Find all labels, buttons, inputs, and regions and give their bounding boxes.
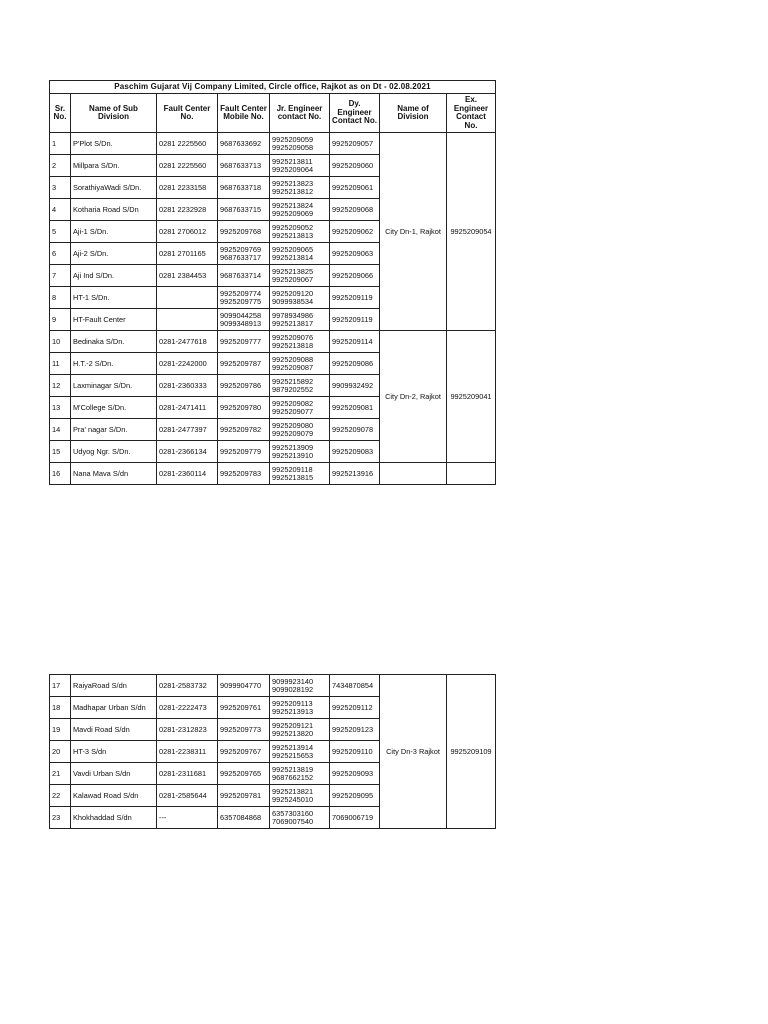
fault-mobile-cell [218,397,270,419]
jr-engineer-cell-line: 9925209064 [272,164,314,174]
sub-division-cell: Kalawad Road S/dn [71,785,157,807]
dy-engineer-cell: 9925209093 [330,763,380,785]
fault-center-cell: 0281-2477618 [157,331,218,353]
fault-mobile-cell-line: 9099348913 [220,318,262,328]
ex-engineer-cell [447,463,496,485]
sub-division-cell: Nana Mava S/dn [71,463,157,485]
jr-engineer-cell-line: 9978934986 [272,310,314,320]
fault-center-cell: 0281-2477397 [157,419,218,441]
ex-engineer-cell: 9925209041 [447,331,496,463]
sr-no-cell: 23 [50,807,71,829]
fault-mobile-cell-line: 9925209767 [220,746,262,756]
dy-engineer-cell: 9925209078 [330,419,380,441]
dy-engineer-cell: 9925209086 [330,353,380,375]
fault-mobile-cell-line: 9925209779 [220,446,262,456]
jr-engineer-cell-line: 9925209120 [272,288,314,298]
sub-division-cell: SorathiyaWadi S/Dn. [71,177,157,199]
sub-division-cell: P'Plot S/Dn. [71,133,157,155]
fault-mobile-cell-line: 9925209777 [220,336,262,346]
jr-engineer-cell [270,741,330,763]
jr-engineer-cell [270,397,330,419]
fault-mobile-cell-line: 9687633715 [220,204,262,214]
jr-engineer-cell-line: 9687662152 [272,772,314,782]
fault-center-cell: 0281-2312823 [157,719,218,741]
fault-mobile-cell [218,463,270,485]
sr-no-cell: 10 [50,331,71,353]
fault-mobile-cell [218,177,270,199]
fault-center-cell: 0281 2225560 [157,155,218,177]
sub-division-cell: HT-3 S/dn [71,741,157,763]
jr-engineer-cell-line: 9925213821 [272,786,314,796]
fault-mobile-cell [218,419,270,441]
fault-mobile-cell [218,697,270,719]
jr-engineer-cell-line: 9925213818 [272,340,314,350]
sub-division-cell: H.T.-2 S/Dn. [71,353,157,375]
jr-engineer-cell-line: 9925209079 [272,428,314,438]
header-jr-engineer: Jr. Engineer contact No. [270,94,330,133]
jr-engineer-cell-line: 9925213909 [272,442,314,452]
fault-mobile-cell-line: 9925209765 [220,768,262,778]
jr-engineer-cell-line: 9925213813 [272,230,314,240]
jr-engineer-cell-line: 9925209069 [272,208,314,218]
sr-no-cell: 8 [50,287,71,309]
fault-mobile-cell-line: 9687633714 [220,270,262,280]
fault-mobile-cell [218,375,270,397]
fault-mobile-cell-line: 9925209782 [220,424,262,434]
jr-engineer-cell-line: 9099028192 [272,684,314,694]
division-name-cell [380,463,447,485]
jr-engineer-cell-line: 9925209065 [272,244,314,254]
jr-engineer-cell [270,221,330,243]
jr-engineer-cell-line: 9925209059 [272,134,314,144]
fault-mobile-cell [218,243,270,265]
sub-division-cell: Pra' nagar S/Dn. [71,419,157,441]
fault-center-cell: 0281-2242000 [157,353,218,375]
jr-engineer-cell-line: 9925213811 [272,156,313,166]
jr-engineer-cell [270,309,330,331]
jr-engineer-cell-line: 9099938534 [272,296,314,306]
sr-no-cell: 18 [50,697,71,719]
dy-engineer-cell: 9925209095 [330,785,380,807]
contact-table-main [49,80,496,485]
table-row [50,331,496,353]
jr-engineer-cell-line: 9879202552 [272,384,314,394]
fault-center-cell: 0281 2225560 [157,133,218,155]
sr-no-cell: 4 [50,199,71,221]
fault-mobile-cell-line: 9925209768 [220,226,262,236]
jr-engineer-cell-line: 9925209118 [272,464,313,474]
sub-division-cell: Aji Ind S/Dn. [71,265,157,287]
dy-engineer-cell: 7434870854 [330,675,380,697]
jr-engineer-cell-line: 9925213823 [272,178,314,188]
fault-mobile-cell [218,441,270,463]
division-name-cell: City Dn-3 Rajkot [380,675,447,829]
jr-engineer-cell [270,353,330,375]
fault-center-cell: 0281-2238311 [157,741,218,763]
jr-engineer-cell-line: 9925213824 [272,200,314,210]
fault-center-cell: 0281-2585644 [157,785,218,807]
jr-engineer-cell-line: 9925213820 [272,728,314,738]
sr-no-cell: 3 [50,177,71,199]
fault-center-cell: 0281 2233158 [157,177,218,199]
fault-mobile-cell-line: 9925209781 [220,790,262,800]
fault-mobile-cell-line: 9925209761 [220,702,262,712]
sub-division-cell: Aji-1 S/Dn. [71,221,157,243]
dy-engineer-cell: 9925209063 [330,243,380,265]
division-name-cell: City Dn-1, Rajkot [380,133,447,331]
dy-engineer-cell: 9925209119 [330,309,380,331]
jr-engineer-cell-line: 9925209058 [272,142,314,152]
sub-division-cell: Aji-2 S/Dn. [71,243,157,265]
fault-mobile-cell-line: 9925209787 [220,358,262,368]
sr-no-cell: 22 [50,785,71,807]
sr-no-cell: 15 [50,441,71,463]
sr-no-cell: 12 [50,375,71,397]
sr-no-cell: 20 [50,741,71,763]
jr-engineer-cell-line: 9925213812 [272,186,314,196]
fault-mobile-cell-line: 9925209775 [220,296,262,306]
fault-mobile-cell [218,807,270,829]
sheet-title: Paschim Gujarat Vij Company Limited, Circle office, Rajkot as on Dt - 02.08.2021 [50,81,496,94]
header-division: Name of Division [380,94,447,133]
sr-no-cell: 5 [50,221,71,243]
sr-no-cell: 16 [50,463,71,485]
sr-no-cell: 9 [50,309,71,331]
jr-engineer-cell-line: 9925209087 [272,362,314,372]
sub-division-cell: Kotharia Road S/Dn [71,199,157,221]
sub-division-cell: Laxminagar S/Dn. [71,375,157,397]
ex-engineer-cell: 9925209109 [447,675,496,829]
header-fault-center: Fault Center No. [157,94,218,133]
jr-engineer-cell [270,763,330,785]
jr-engineer-cell-line: 9925213910 [272,450,314,460]
sr-no-cell: 19 [50,719,71,741]
jr-engineer-cell [270,177,330,199]
jr-engineer-cell-line: 9925213817 [272,318,314,328]
jr-engineer-cell [270,785,330,807]
header-ex-engineer: Ex. Engineer Contact No. [447,94,496,133]
contact-table-continued [49,674,496,829]
fault-mobile-cell [218,287,270,309]
sub-division-cell: HT-1 S/Dn. [71,287,157,309]
division-name-cell: City Dn-2, Rajkot [380,331,447,463]
jr-engineer-cell-line: 9925209121 [272,720,314,730]
fault-center-cell: 0281-2311681 [157,763,218,785]
sr-no-cell: 11 [50,353,71,375]
dy-engineer-cell: 9925209066 [330,265,380,287]
fault-center-cell: 0281-2366134 [157,441,218,463]
dy-engineer-cell: 9925209057 [330,133,380,155]
jr-engineer-cell-line: 9925209082 [272,398,314,408]
fault-mobile-cell-line: 9687633713 [220,160,262,170]
fault-mobile-cell-line: 9687633718 [220,182,262,192]
fault-mobile-cell-line: 9099044258 [220,310,262,320]
jr-engineer-cell-line: 9925213819 [272,764,314,774]
jr-engineer-cell-line: 9925215892 [272,376,314,386]
sr-no-cell: 7 [50,265,71,287]
fault-center-cell: 0281-2471411 [157,397,218,419]
fault-mobile-cell-line: 9099904770 [220,680,262,690]
dy-engineer-cell: 9909932492 [330,375,380,397]
fault-center-cell: 0281-2583732 [157,675,218,697]
jr-engineer-cell-line: 9925213914 [272,742,314,752]
table-row [50,675,496,697]
sub-division-cell: Vavdi Urban S/dn [71,763,157,785]
jr-engineer-cell-line: 7069007540 [272,816,314,826]
fault-mobile-cell-line: 9925209786 [220,380,262,390]
jr-engineer-cell [270,199,330,221]
jr-engineer-cell-line: 9925209067 [272,274,314,284]
jr-engineer-cell-line: 9925209076 [272,332,314,342]
jr-engineer-cell [270,133,330,155]
header-sr-no: Sr. No. [50,94,71,133]
dy-engineer-cell: 9925209083 [330,441,380,463]
fault-mobile-cell-line: 9925209783 [220,468,262,478]
jr-engineer-cell [270,675,330,697]
fault-mobile-cell [218,155,270,177]
fault-center-cell: 0281-2360333 [157,375,218,397]
jr-engineer-cell-line: 9925209088 [272,354,314,364]
dy-engineer-cell: 9925209119 [330,287,380,309]
dy-engineer-cell: 9925209114 [330,331,380,353]
dy-engineer-cell: 9925209110 [330,741,380,763]
table-row [50,463,496,485]
jr-engineer-cell [270,463,330,485]
fault-mobile-cell [218,719,270,741]
fault-mobile-cell [218,785,270,807]
jr-engineer-cell-line: 9925213815 [272,472,314,482]
sr-no-cell: 6 [50,243,71,265]
dy-engineer-cell: 9925209112 [330,697,380,719]
fault-center-cell: 0281 2384453 [157,265,218,287]
fault-mobile-cell-line: 9925209769 [220,244,262,254]
dy-engineer-cell: 9925209123 [330,719,380,741]
fault-mobile-cell [218,265,270,287]
fault-mobile-cell-line: 9925209774 [220,288,262,298]
fault-center-cell: 0281 2701165 [157,243,218,265]
sub-division-cell: M'College S/Dn. [71,397,157,419]
sr-no-cell: 14 [50,419,71,441]
jr-engineer-cell [270,441,330,463]
sr-no-cell: 2 [50,155,71,177]
jr-engineer-cell [270,719,330,741]
fault-mobile-cell [218,763,270,785]
header-row [50,94,496,133]
fault-center-cell: 0281 2232928 [157,199,218,221]
sub-division-cell: Mavdi Road S/dn [71,719,157,741]
jr-engineer-cell [270,375,330,397]
sub-division-cell: Khokhaddad S/dn [71,807,157,829]
fault-mobile-cell-line: 9687633717 [220,252,262,262]
jr-engineer-cell [270,287,330,309]
jr-engineer-cell [270,155,330,177]
fault-mobile-cell [218,221,270,243]
jr-engineer-cell-line: 9925215653 [272,750,314,760]
fault-mobile-cell-line: 9925209773 [220,724,262,734]
fault-mobile-cell [218,741,270,763]
sub-division-cell: Udyog Ngr. S/Dn. [71,441,157,463]
jr-engineer-cell [270,331,330,353]
jr-engineer-cell-line: 9925213913 [272,706,314,716]
dy-engineer-cell: 9925209060 [330,155,380,177]
fault-center-cell: --- [157,807,218,829]
sub-division-cell: HT-Fault Center [71,309,157,331]
dy-engineer-cell: 9925209081 [330,397,380,419]
fault-center-cell: 0281-2360114 [157,463,218,485]
jr-engineer-cell-line: 9925213814 [272,252,314,262]
fault-mobile-cell [218,675,270,697]
jr-engineer-cell-line: 6357303160 [272,808,314,818]
sr-no-cell: 17 [50,675,71,697]
fault-mobile-cell [218,309,270,331]
jr-engineer-cell-line: 9925209113 [272,698,313,708]
ex-engineer-cell: 9925209054 [447,133,496,331]
fault-mobile-cell-line: 6357084868 [220,812,262,822]
sr-no-cell: 1 [50,133,71,155]
sr-no-cell: 13 [50,397,71,419]
sub-division-cell: Bedinaka S/Dn. [71,331,157,353]
jr-engineer-cell [270,807,330,829]
fault-center-cell: 0281 2706012 [157,221,218,243]
jr-engineer-cell-line: 9925209077 [272,406,314,416]
jr-engineer-cell-line: 9925213825 [272,266,314,276]
sub-division-cell: Madhapar Urban S/dn [71,697,157,719]
fault-mobile-cell-line: 9925209780 [220,402,262,412]
header-fault-mobile: Fault Center Mobile No. [218,94,270,133]
jr-engineer-cell [270,243,330,265]
jr-engineer-cell [270,265,330,287]
dy-engineer-cell: 9925209061 [330,177,380,199]
dy-engineer-cell: 9925209062 [330,221,380,243]
header-dy-engineer: Dy. Engineer Contact No. [330,94,380,133]
fault-mobile-cell [218,133,270,155]
fault-center-cell [157,309,218,331]
dy-engineer-cell: 9925213916 [330,463,380,485]
fault-center-cell: 0281-2222473 [157,697,218,719]
sub-division-cell: Millpara S/Dn. [71,155,157,177]
fault-center-cell [157,287,218,309]
jr-engineer-cell [270,419,330,441]
jr-engineer-cell-line: 9925209080 [272,420,314,430]
table-row [50,133,496,155]
header-sub-division: Name of Sub Division [71,94,157,133]
jr-engineer-cell-line: 9925245010 [272,794,314,804]
jr-engineer-cell-line: 9925209052 [272,222,314,232]
fault-mobile-cell [218,331,270,353]
dy-engineer-cell: 7069006719 [330,807,380,829]
sr-no-cell: 21 [50,763,71,785]
dy-engineer-cell: 9925209068 [330,199,380,221]
fault-mobile-cell-line: 9687633692 [220,138,262,148]
sub-division-cell: RaiyaRoad S/dn [71,675,157,697]
jr-engineer-cell-line: 9099923140 [272,676,314,686]
jr-engineer-cell [270,697,330,719]
fault-mobile-cell [218,353,270,375]
fault-mobile-cell [218,199,270,221]
